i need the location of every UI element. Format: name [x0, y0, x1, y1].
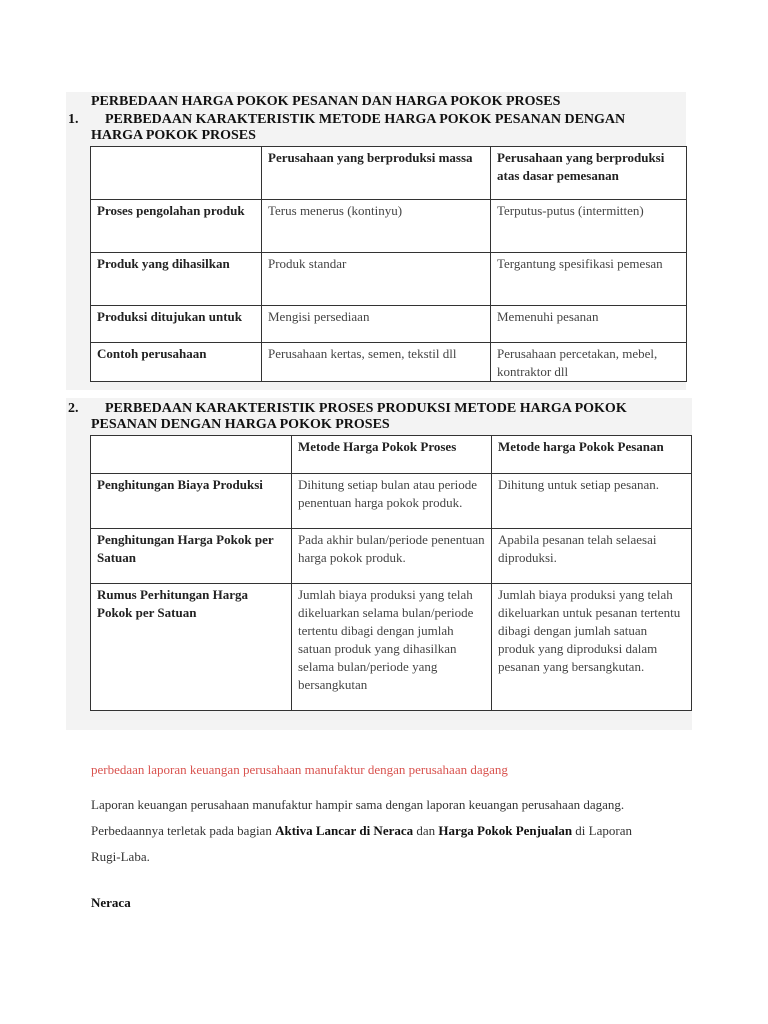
table-row: [91, 343, 687, 382]
table-cell: Perusahaan kertas, semen, tekstil dll: [262, 343, 491, 382]
row-label: Produk yang dihasilkan: [91, 253, 262, 306]
table-cell: Jumlah biaya produksi yang telah dikeluarkan untuk pesanan tertentu dibagi dengan jumlah satuan produk yang diproduksi dalam pesanan yang bersangkutan.: [492, 584, 692, 711]
table-header-row: [91, 436, 692, 474]
header-cell-empty: [91, 147, 262, 200]
table-cell: Memenuhi pesanan: [491, 306, 687, 343]
bold-harga-pokok-penjualan: Harga Pokok Penjualan: [438, 823, 573, 838]
section1-number: 1.: [68, 112, 79, 127]
header-cell-pemesanan: Perusahaan yang berproduksi atas dasar pemesanan: [491, 147, 687, 200]
table-cell: Dihitung untuk setiap pesanan.: [492, 474, 692, 529]
table-cell: Dihitung setiap bulan atau periode penentuan harga pokok produk.: [292, 474, 492, 529]
row-label: Produksi ditujukan untuk: [91, 306, 262, 343]
table-cell: Apabila pesanan telah selaesai diproduksi.: [492, 529, 692, 584]
table-row: [91, 253, 687, 306]
header-cell-pesanan: Metode harga Pokok Pesanan: [492, 436, 692, 474]
paragraph-text-1: Laporan keuangan perusahaan manufaktur hampir sama dengan laporan keuangan perusahaan dagang. Perbedaannya terletak pada bagian: [91, 797, 625, 838]
row-label: Contoh perusahaan: [91, 343, 262, 382]
table-row: [91, 529, 692, 584]
table-row: [91, 584, 692, 711]
table-karakteristik-proses: [90, 435, 692, 711]
table-karakteristik-metode: [90, 146, 687, 382]
table-row: [91, 306, 687, 343]
table-cell: Terputus-putus (intermitten): [491, 200, 687, 253]
row-label: Penghitungan Biaya Produksi: [91, 474, 292, 529]
section2-heading-line1: PERBEDAAN KARAKTERISTIK PROSES PRODUKSI METODE HARGA POKOK: [105, 401, 627, 416]
section2-number: 2.: [68, 401, 79, 416]
row-label: Penghitungan Harga Pokok per Satuan: [91, 529, 292, 584]
intro-paragraph: [91, 792, 661, 870]
table-cell: Produk standar: [262, 253, 491, 306]
row-label: Rumus Perhitungan Harga Pokok per Satuan: [91, 584, 292, 711]
table-cell: Mengisi persediaan: [262, 306, 491, 343]
paragraph-text-3: di Laporan Rugi-Laba.: [91, 823, 632, 864]
red-heading: perbedaan laporan keuangan perusahaan manufaktur dengan perusahaan dagang: [91, 762, 508, 777]
document-title: PERBEDAAN HARGA POKOK PESANAN DAN HARGA POKOK PROSES: [91, 94, 561, 109]
table-cell: Perusahaan percetakan, mebel, kontraktor dll: [491, 343, 687, 382]
table-header-row: [91, 147, 687, 200]
section1-heading-line1: PERBEDAAN KARAKTERISTIK METODE HARGA POKOK PESANAN DENGAN: [105, 112, 626, 127]
header-cell-massa: Perusahaan yang berproduksi massa: [262, 147, 491, 200]
table-row: [91, 474, 692, 529]
paragraph-text-2: dan: [413, 823, 439, 838]
header-cell-empty: [91, 436, 292, 474]
neraca-heading: Neraca: [91, 895, 131, 910]
section1-heading-line2: HARGA POKOK PROSES: [91, 128, 256, 143]
table-cell: Tergantung spesifikasi pemesan: [491, 253, 687, 306]
table-row: [91, 200, 687, 253]
section2-heading-line2: PESANAN DENGAN HARGA POKOK PROSES: [91, 417, 390, 432]
table-cell: Pada akhir bulan/periode penentuan harga pokok produk.: [292, 529, 492, 584]
table-cell: Terus menerus (kontinyu): [262, 200, 491, 253]
header-cell-proses: Metode Harga Pokok Proses: [292, 436, 492, 474]
table-cell: Jumlah biaya produksi yang telah dikeluarkan selama bulan/periode tertentu dibagi dengan jumlah satuan produk yang dihasilkan selama bulan/periode yang bersangkutan: [292, 584, 492, 711]
bold-aktiva-lancar: Aktiva Lancar di Neraca: [275, 823, 414, 838]
row-label: Proses pengolahan produk: [91, 200, 262, 253]
